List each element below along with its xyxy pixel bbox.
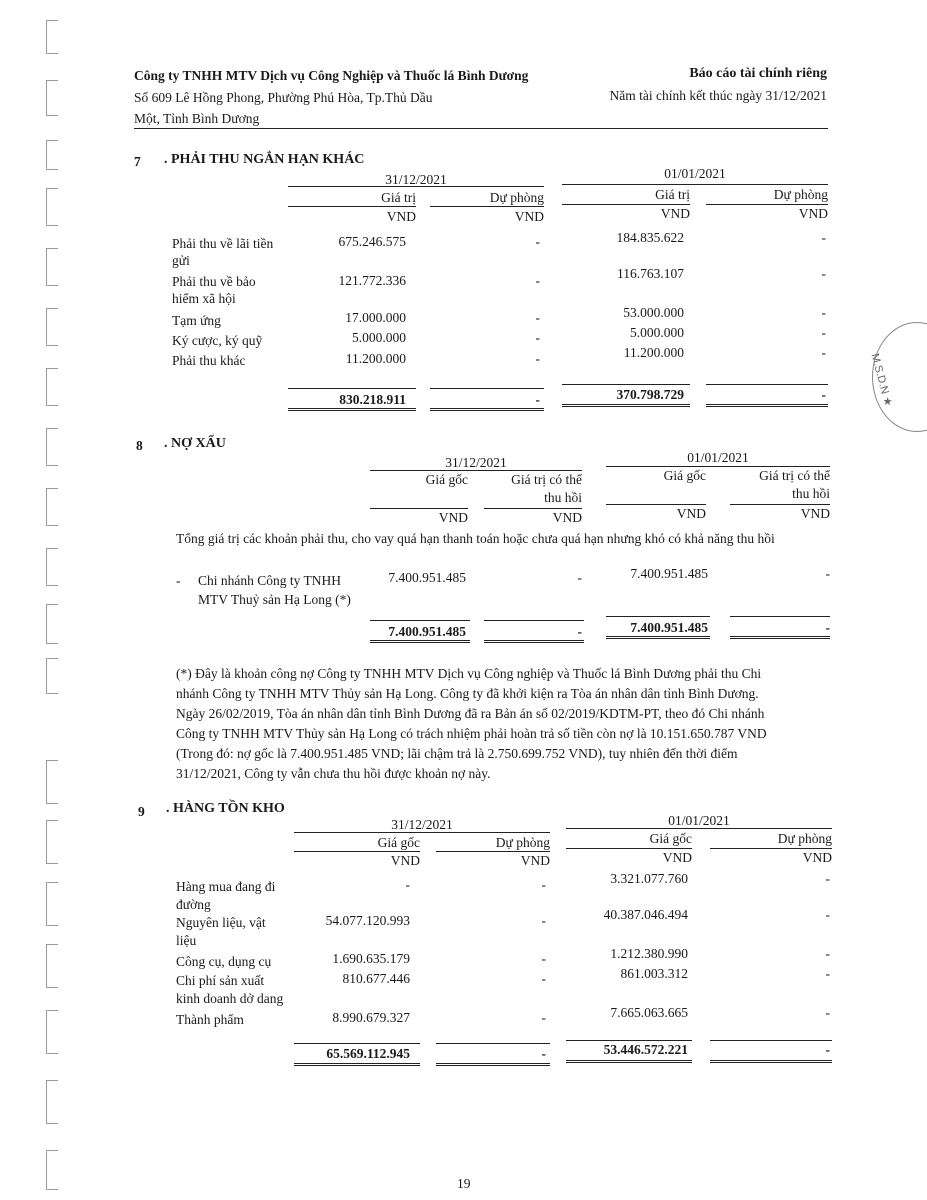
cell-value: 3.321.077.760 <box>610 871 688 886</box>
rule <box>370 470 582 471</box>
rule <box>288 206 416 207</box>
double-rule <box>566 1060 692 1063</box>
col-header-cost: Giá gốc <box>649 831 692 846</box>
cell-provision: - <box>825 871 830 886</box>
row-label: Chi phí sản xuất <box>176 973 265 988</box>
section-title: . HÀNG TỒN KHO <box>166 801 285 816</box>
row-label: Nguyên liệu, vật <box>176 915 266 930</box>
cell-value: 810.677.446 <box>342 971 410 986</box>
cell-value: 54.077.120.993 <box>325 913 410 928</box>
total-recoverable: - <box>825 620 830 635</box>
col-header-provision: Dự phòng <box>777 831 832 846</box>
col-header-recoverable: Giá trị có thể <box>759 468 830 483</box>
row-label: Phải thu về lãi tiền <box>172 236 274 251</box>
total-value: 53.446.572.221 <box>603 1042 688 1057</box>
rule <box>706 204 828 205</box>
cell-provision: - <box>535 330 540 345</box>
date-col1: 31/12/2021 <box>385 172 447 187</box>
total-value: 830.218.911 <box>339 392 406 407</box>
section-title: . PHẢI THU NGẮN HẠN KHÁC <box>164 152 365 167</box>
rule <box>562 384 690 385</box>
rule <box>370 620 470 621</box>
cell-value: 1.212.380.990 <box>610 946 688 961</box>
cell-provision: - <box>825 1005 830 1020</box>
cell-provision: - <box>821 305 826 320</box>
total-recoverable: - <box>577 624 582 639</box>
double-rule <box>730 636 830 639</box>
unit: VND <box>514 209 544 224</box>
cell-provision: - <box>821 266 826 281</box>
col-header-cost: Giá gốc <box>377 835 420 850</box>
double-rule <box>484 640 584 643</box>
total-provision: - <box>535 392 540 407</box>
cell-provision: - <box>535 234 540 249</box>
footnote-line: Công ty TNHH MTV Thủy sản Hạ Long có trách nhiệm phải hoàn trả số tiền còn nợ là 10.151.650.787 VND <box>176 726 767 741</box>
rule <box>294 1043 420 1044</box>
rule <box>710 1040 832 1041</box>
cell-recoverable: - <box>825 566 830 581</box>
col-header-recoverable: thu hồi <box>792 486 830 501</box>
row-label: liệu <box>176 933 197 948</box>
footnote-line: 31/12/2021, Công ty vẫn chưa thu hồi được khoản nợ này. <box>176 766 491 781</box>
col-header-recoverable: thu hồi <box>544 490 582 505</box>
col-header-provision: Dự phòng <box>489 190 544 205</box>
cell-provision: - <box>821 230 826 245</box>
double-rule <box>288 408 416 411</box>
cell-provision: - <box>541 913 546 928</box>
unit: VND <box>386 209 416 224</box>
cell-provision: - <box>535 310 540 325</box>
cell-provision: - <box>541 877 546 892</box>
cell-provision: - <box>541 951 546 966</box>
total-provision: - <box>541 1046 546 1061</box>
row-label: Tạm ứng <box>172 313 221 328</box>
footnote-line: Ngày 26/02/2019, Tòa án nhân dân tỉnh Bình Dương đã ra Bản án số 02/2019/KDTM-PT, theo đó Chi nhánh <box>176 706 765 721</box>
cell-value: 11.200.000 <box>623 345 684 360</box>
row-label: Thành phẩm <box>176 1012 244 1027</box>
col-header-value: Giá trị <box>655 187 690 202</box>
row-label: đường <box>176 897 211 912</box>
date-col2: 01/01/2021 <box>687 450 749 465</box>
unit: VND <box>800 506 830 521</box>
section-title: . NỢ XẤU <box>164 436 226 451</box>
row-label: Phải thu về bảo <box>172 274 256 289</box>
cell-value: - <box>405 877 410 892</box>
total-value: 370.798.729 <box>616 387 684 402</box>
row-label: Phải thu khác <box>172 353 246 368</box>
rule <box>430 206 544 207</box>
seal-text: M.S.D.N ★ <box>868 352 895 408</box>
row-label: gửi <box>172 253 190 268</box>
rule <box>730 504 830 505</box>
cell-provision: - <box>535 351 540 366</box>
cell-value: 7.400.951.485 <box>630 566 708 581</box>
rule <box>436 1043 550 1044</box>
double-rule <box>706 404 828 407</box>
unit: VND <box>798 206 828 221</box>
col-header-provision: Dự phòng <box>495 835 550 850</box>
rule <box>436 851 550 852</box>
fiscal-year: Năm tài chính kết thúc ngày 31/12/2021 <box>609 88 827 103</box>
cell-value: 7.665.063.665 <box>610 1005 688 1020</box>
cell-value: 17.000.000 <box>345 310 406 325</box>
row-label: Hàng mua đang đi <box>176 879 276 894</box>
date-col1: 31/12/2021 <box>391 817 453 832</box>
col-header-provision: Dự phòng <box>773 187 828 202</box>
total-value: 7.400.951.485 <box>388 624 466 639</box>
rule <box>566 828 832 829</box>
cell-value: 11.200.000 <box>345 351 406 366</box>
total-value: 65.569.112.945 <box>326 1046 410 1061</box>
total-provision: - <box>821 387 826 402</box>
total-provision: - <box>825 1042 830 1057</box>
unit: VND <box>676 506 706 521</box>
rule <box>566 848 692 849</box>
double-rule <box>710 1060 832 1063</box>
row-label: kinh doanh dở dang <box>176 991 284 1006</box>
section-number: 8 <box>136 438 143 453</box>
rule <box>606 466 830 467</box>
double-rule <box>436 1063 550 1066</box>
rule <box>562 204 690 205</box>
footnote-line: nhánh Công ty TNHH MTV Thủy sản Hạ Long. Công ty đã khởi kiện ra Tòa án nhân dân tỉnh Bình Dương. <box>176 686 759 701</box>
unit: VND <box>390 853 420 868</box>
unit: VND <box>552 510 582 525</box>
row-label: Chi nhánh Công ty TNHH <box>198 573 342 588</box>
cell-provision: - <box>825 946 830 961</box>
cell-provision: - <box>821 345 826 360</box>
double-rule <box>606 636 710 639</box>
row-label: Ký cược, ký quỹ <box>172 333 263 348</box>
row-label: Công cụ, dụng cụ <box>176 954 272 969</box>
company-name: Công ty TNHH MTV Dịch vụ Công Nghiệp và Thuốc lá Bình Dương <box>134 68 529 83</box>
section-number: 9 <box>138 804 145 819</box>
row-label: hiểm xã hội <box>172 291 236 306</box>
total-value: 7.400.951.485 <box>630 620 708 635</box>
unit: VND <box>802 850 832 865</box>
unit: VND <box>660 206 690 221</box>
cell-value: 121.772.336 <box>338 273 406 288</box>
section-number: 7 <box>134 154 141 169</box>
cell-value: 40.387.046.494 <box>603 907 688 922</box>
rule <box>606 616 710 617</box>
rule <box>606 504 706 505</box>
cell-value: 5.000.000 <box>630 325 684 340</box>
rule <box>710 848 832 849</box>
cell-value: 8.990.679.327 <box>332 1010 410 1025</box>
cell-provision: - <box>535 273 540 288</box>
cell-provision: - <box>821 325 826 340</box>
cell-value: 7.400.951.485 <box>388 570 466 585</box>
double-rule <box>294 1063 420 1066</box>
cell-provision: - <box>541 971 546 986</box>
cell-value: 5.000.000 <box>352 330 406 345</box>
date-col2: 01/01/2021 <box>668 813 730 828</box>
footnote-line: (Trong đó: nợ gốc là 7.400.951.485 VND; lãi chậm trả là 2.750.699.752 VND), tuy nhiên đến thời điểm <box>176 746 738 761</box>
cell-provision: - <box>541 1010 546 1025</box>
report-title: Báo cáo tài chính riêng <box>689 66 827 81</box>
rule <box>430 388 544 389</box>
company-address-line1: Số 609 Lê Hồng Phong, Phường Phú Hòa, Tp.Thủ Dầu <box>134 90 433 105</box>
cell-value: 1.690.635.179 <box>332 951 410 966</box>
rule <box>730 616 830 617</box>
col-header-value: Giá trị <box>381 190 416 205</box>
row-label: MTV Thuỷ sản Hạ Long (*) <box>198 592 351 607</box>
rule <box>484 620 584 621</box>
company-address-line2: Một, Tỉnh Bình Dương <box>134 111 260 126</box>
unit: VND <box>438 510 468 525</box>
double-rule <box>562 404 690 407</box>
cell-recoverable: - <box>577 570 582 585</box>
date-col1: 31/12/2021 <box>445 455 507 470</box>
header-divider <box>134 128 828 129</box>
rule <box>294 832 550 833</box>
page-number: 19 <box>457 1176 471 1191</box>
section-intro: Tổng giá trị các khoản phải thu, cho vay quá hạn thanh toán hoặc chưa quá hạn nhưng khó có khả năng thu hồi <box>176 531 775 546</box>
cell-value: 116.763.107 <box>617 266 684 281</box>
col-header-recoverable: Giá trị có thể <box>511 472 582 487</box>
date-col2: 01/01/2021 <box>664 166 726 181</box>
col-header-cost: Giá gốc <box>663 468 706 483</box>
double-rule <box>370 640 470 643</box>
rule <box>294 851 420 852</box>
rule <box>370 508 468 509</box>
rule <box>562 184 828 185</box>
cell-value: 675.246.575 <box>338 234 406 249</box>
cell-provision: - <box>825 907 830 922</box>
rule <box>566 1040 692 1041</box>
bullet: - <box>176 573 181 588</box>
rule <box>288 388 416 389</box>
rule <box>706 384 828 385</box>
cell-value: 861.003.312 <box>620 966 688 981</box>
unit: VND <box>520 853 550 868</box>
rule <box>484 508 582 509</box>
unit: VND <box>662 850 692 865</box>
cell-value: 53.000.000 <box>623 305 684 320</box>
rule <box>288 186 544 187</box>
double-rule <box>430 408 544 411</box>
col-header-cost: Giá gốc <box>425 472 468 487</box>
cell-provision: - <box>825 966 830 981</box>
footnote-line: (*) Đây là khoản công nợ Công ty TNHH MTV Dịch vụ Công nghiệp và Thuốc lá Bình Dương phải thu Chi <box>176 666 762 681</box>
cell-value: 184.835.622 <box>616 230 684 245</box>
